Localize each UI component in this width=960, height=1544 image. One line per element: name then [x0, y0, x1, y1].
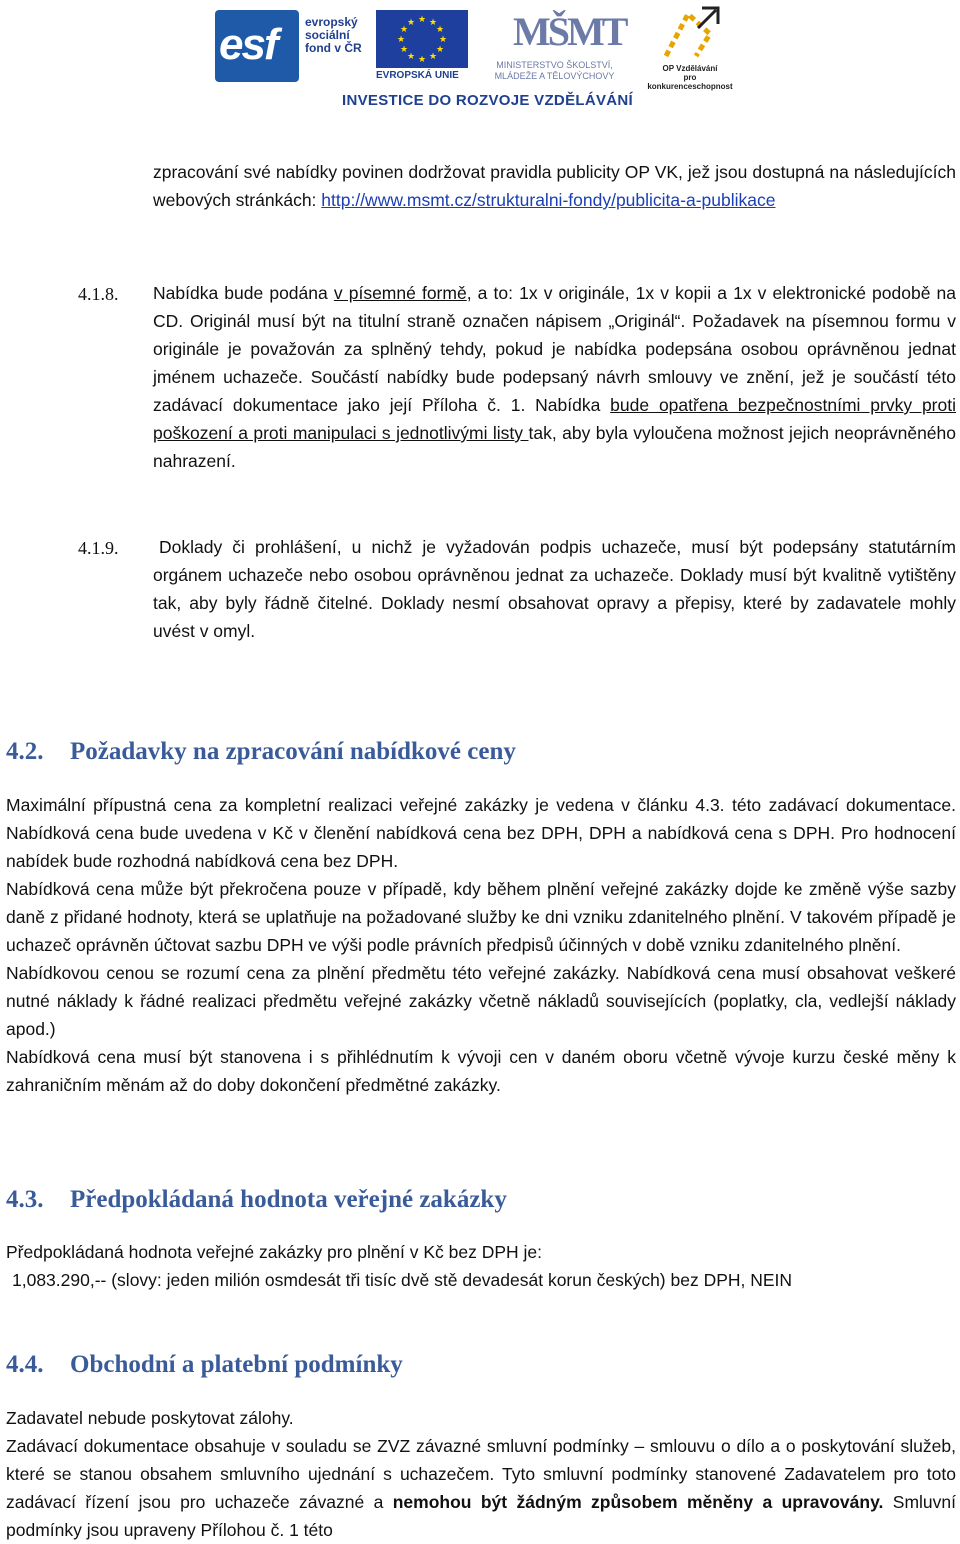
eu-logo — [376, 10, 471, 82]
intro-text: zpracování své nabídky povinen dodržovat pravidla publicity OP VK, jež jsou dostupná na následujících webových stránkách: — [153, 162, 956, 210]
op-line-1: OP Vzdělávání — [662, 64, 718, 73]
svg-text:★: ★ — [406, 52, 416, 62]
svg-text:★: ★ — [399, 25, 409, 35]
op-vk-logo — [640, 4, 740, 91]
price-paragraph-2: Nabídková cena může být překročena pouze v případě, kdy během plnění veřejné zakázky dojde ke změně výše sazby daně z přidané hodnoty, která se uplatňuje na požadované služby ke dni vzniku zdanitelného plnění. V takovém případě je uchazeč oprávněn účtovat sazbu DPH ve výši podle právních předpisů účinných v době vzniku zdanitelného plnění. — [6, 879, 956, 955]
esf-line-1: evropský — [305, 15, 358, 29]
svg-text:★: ★ — [399, 45, 409, 55]
contract-terms-paragraph — [6, 1432, 956, 1544]
estimated-value-amount: 1,083.290,-- (slovy: jeden milión osmdesát tři tisíc dvě stě devadesát korun českých) bez DPH, NEIN — [12, 1270, 793, 1290]
svg-text:★: ★ — [428, 52, 438, 62]
clause-4-1-8-underline-1: v písemné formě — [333, 283, 467, 303]
svg-text:★: ★ — [406, 18, 416, 28]
esf-caption — [305, 16, 362, 55]
eu-stars — [376, 10, 468, 68]
clause-4-1-8-text-3: tak, aby byla vyloučena možnost jejich neoprávněného nahrazení. — [153, 423, 956, 471]
price-paragraph-3: Nabídkovou cenou se rozumí cena za plnění předmětu této veřejné zakázky. Nabídková cena musí obsahovat veškeré nutné náklady k řádné realizaci předmětu veřejné zakázky včetně nákladů souvisejících (poplatky, cla, vedlejší náklady apod.) — [6, 963, 956, 1039]
svg-text:★: ★ — [428, 18, 438, 28]
section-heading-4-3 — [6, 1184, 507, 1216]
svg-text:★: ★ — [435, 45, 445, 55]
section-heading-4-4 — [6, 1349, 403, 1381]
contract-terms-text-2: Smluvní podmínky jsou upraveny Přílohou č. 1 této — [6, 1492, 956, 1540]
clause-number-4-1-9: 4.1.9. — [78, 538, 119, 558]
esf-line-3: fond v ČR — [305, 41, 362, 55]
msmt-caption — [477, 60, 632, 82]
section-4-3-body — [6, 1238, 956, 1294]
section-number: 4.2. — [6, 738, 44, 765]
op-vk-icon — [658, 4, 722, 62]
section-4-2-body — [6, 791, 956, 1099]
section-4-4-body — [6, 1404, 956, 1544]
op-vk-caption — [640, 64, 740, 91]
eu-flag-icon — [376, 10, 468, 68]
op-line-2: pro konkurenceschopnost — [647, 73, 733, 91]
esf-mark-text: esf — [219, 20, 277, 69]
section-title: Předpokládaná hodnota veřejné zakázky — [70, 1186, 507, 1213]
clause-number-4-1-8: 4.1.8. — [78, 284, 119, 304]
clause-4-1-8-text-2: , a to: 1x v originále, 1x v kopii a 1x v elektronické podobě na CD. Originál musí být na titulní straně označen nápisem „Originál“. Požadavek na písemnou formu v originále je považován za splněný tehdy, pokud je nabídka podepsána osobou oprávněnou jednat jménem uchazeče. Součástí nabídky bude podepsaný návrh smlouvy ve znění, jež je součástí této zadávací dokumentace jako její Příloha č. 1. Nabídka — [153, 283, 957, 415]
clause-4-1-8-underline-2: bude opatřena bezpečnostními prvky proti poškození a proti manipulaci s jednotlivými listy — [153, 395, 956, 443]
esf-mark — [215, 10, 299, 82]
price-paragraph-4: Nabídková cena musí být stanovena i s přihlédnutím k vývoji cen v daném oboru včetně vývoje kurzu české měny k zahraničním měnám až do doby dokončení předmětné zakázky. — [6, 1047, 956, 1095]
price-paragraph-1: Maximální přípustná cena za kompletní realizaci veřejné zakázky je vedena v článku 4.3. této zadávací dokumentace. Nabídková cena bude uvedena v Kč v členění nabídková cena bez DPH, DPH a nabídková cena s DPH. Pro hodnocení nabídek bude rozhodná nabídková cena bez DPH. — [6, 795, 956, 871]
msmt-logo — [477, 8, 632, 84]
estimated-value-label: Předpokládaná hodnota veřejné zakázky pro plnění v Kč bez DPH je: — [6, 1242, 543, 1262]
investice-banner: INVESTICE DO ROZVOJE VZDĚLÁVÁNÍ — [342, 92, 634, 109]
logo-header — [0, 0, 960, 120]
svg-text:★: ★ — [417, 55, 427, 65]
intro-paragraph — [153, 158, 956, 214]
clause-4-1-8 — [153, 279, 956, 475]
msmt-line-2: MLÁDEŽE A TĚLOVÝCHOVY — [494, 71, 615, 81]
msmt-line-1: MINISTERSTVO ŠKOLSTVÍ, — [496, 60, 613, 70]
clause-4-1-8-text-1: Nabídka bude podána — [153, 283, 334, 303]
contract-terms-bold: nemohou být žádným způsobem měněny a upravovány. — [392, 1492, 884, 1512]
clause-4-1-9: Doklady či prohlášení, u nichž je vyžadován podpis uchazeče, musí být podepsány statutárním orgánem uchazeče nebo osobou oprávněnou jednat za uchazeče. Doklady musí být kvalitně vytištěny tak, aby byly řádně čitelné. Doklady nesmí obsahovat opravy a přepisy, které by zadavatele mohly uvést v omyl. — [153, 537, 956, 641]
svg-text:★: ★ — [396, 35, 406, 45]
section-number: 4.4. — [6, 1351, 44, 1378]
section-heading-4-2 — [6, 736, 516, 768]
section-number: 4.3. — [6, 1186, 44, 1213]
section-title: Požadavky na zpracování nabídkové ceny — [70, 738, 516, 765]
svg-text:★: ★ — [417, 15, 427, 25]
svg-text:★: ★ — [435, 25, 445, 35]
msmt-mark: MŠMT — [513, 9, 626, 54]
esf-line-2: sociální — [305, 28, 350, 42]
advance-payment-note: Zadavatel nebude poskytovat zálohy. — [6, 1408, 294, 1428]
svg-text:★: ★ — [438, 35, 448, 45]
contract-terms-text-1: Zadávací dokumentace obsahuje v souladu se ZVZ závazné smluvní podmínky – smlouvu o dílo a o poskytování služeb, které se stanou obsahem smluvního ujednání s uchazečem. Tyto smluvní podmínky stanovené Zadavatelem pro toto zadávací řízení jsou pro uchazeče závazné a — [6, 1436, 956, 1512]
section-title: Obchodní a platební podmínky — [70, 1351, 403, 1378]
publicity-link[interactable]: http://www.msmt.cz/strukturalni-fondy/publicita-a-publikace — [321, 190, 776, 210]
eu-caption: EVROPSKÁ UNIE — [376, 70, 459, 81]
esf-logo — [215, 10, 370, 82]
